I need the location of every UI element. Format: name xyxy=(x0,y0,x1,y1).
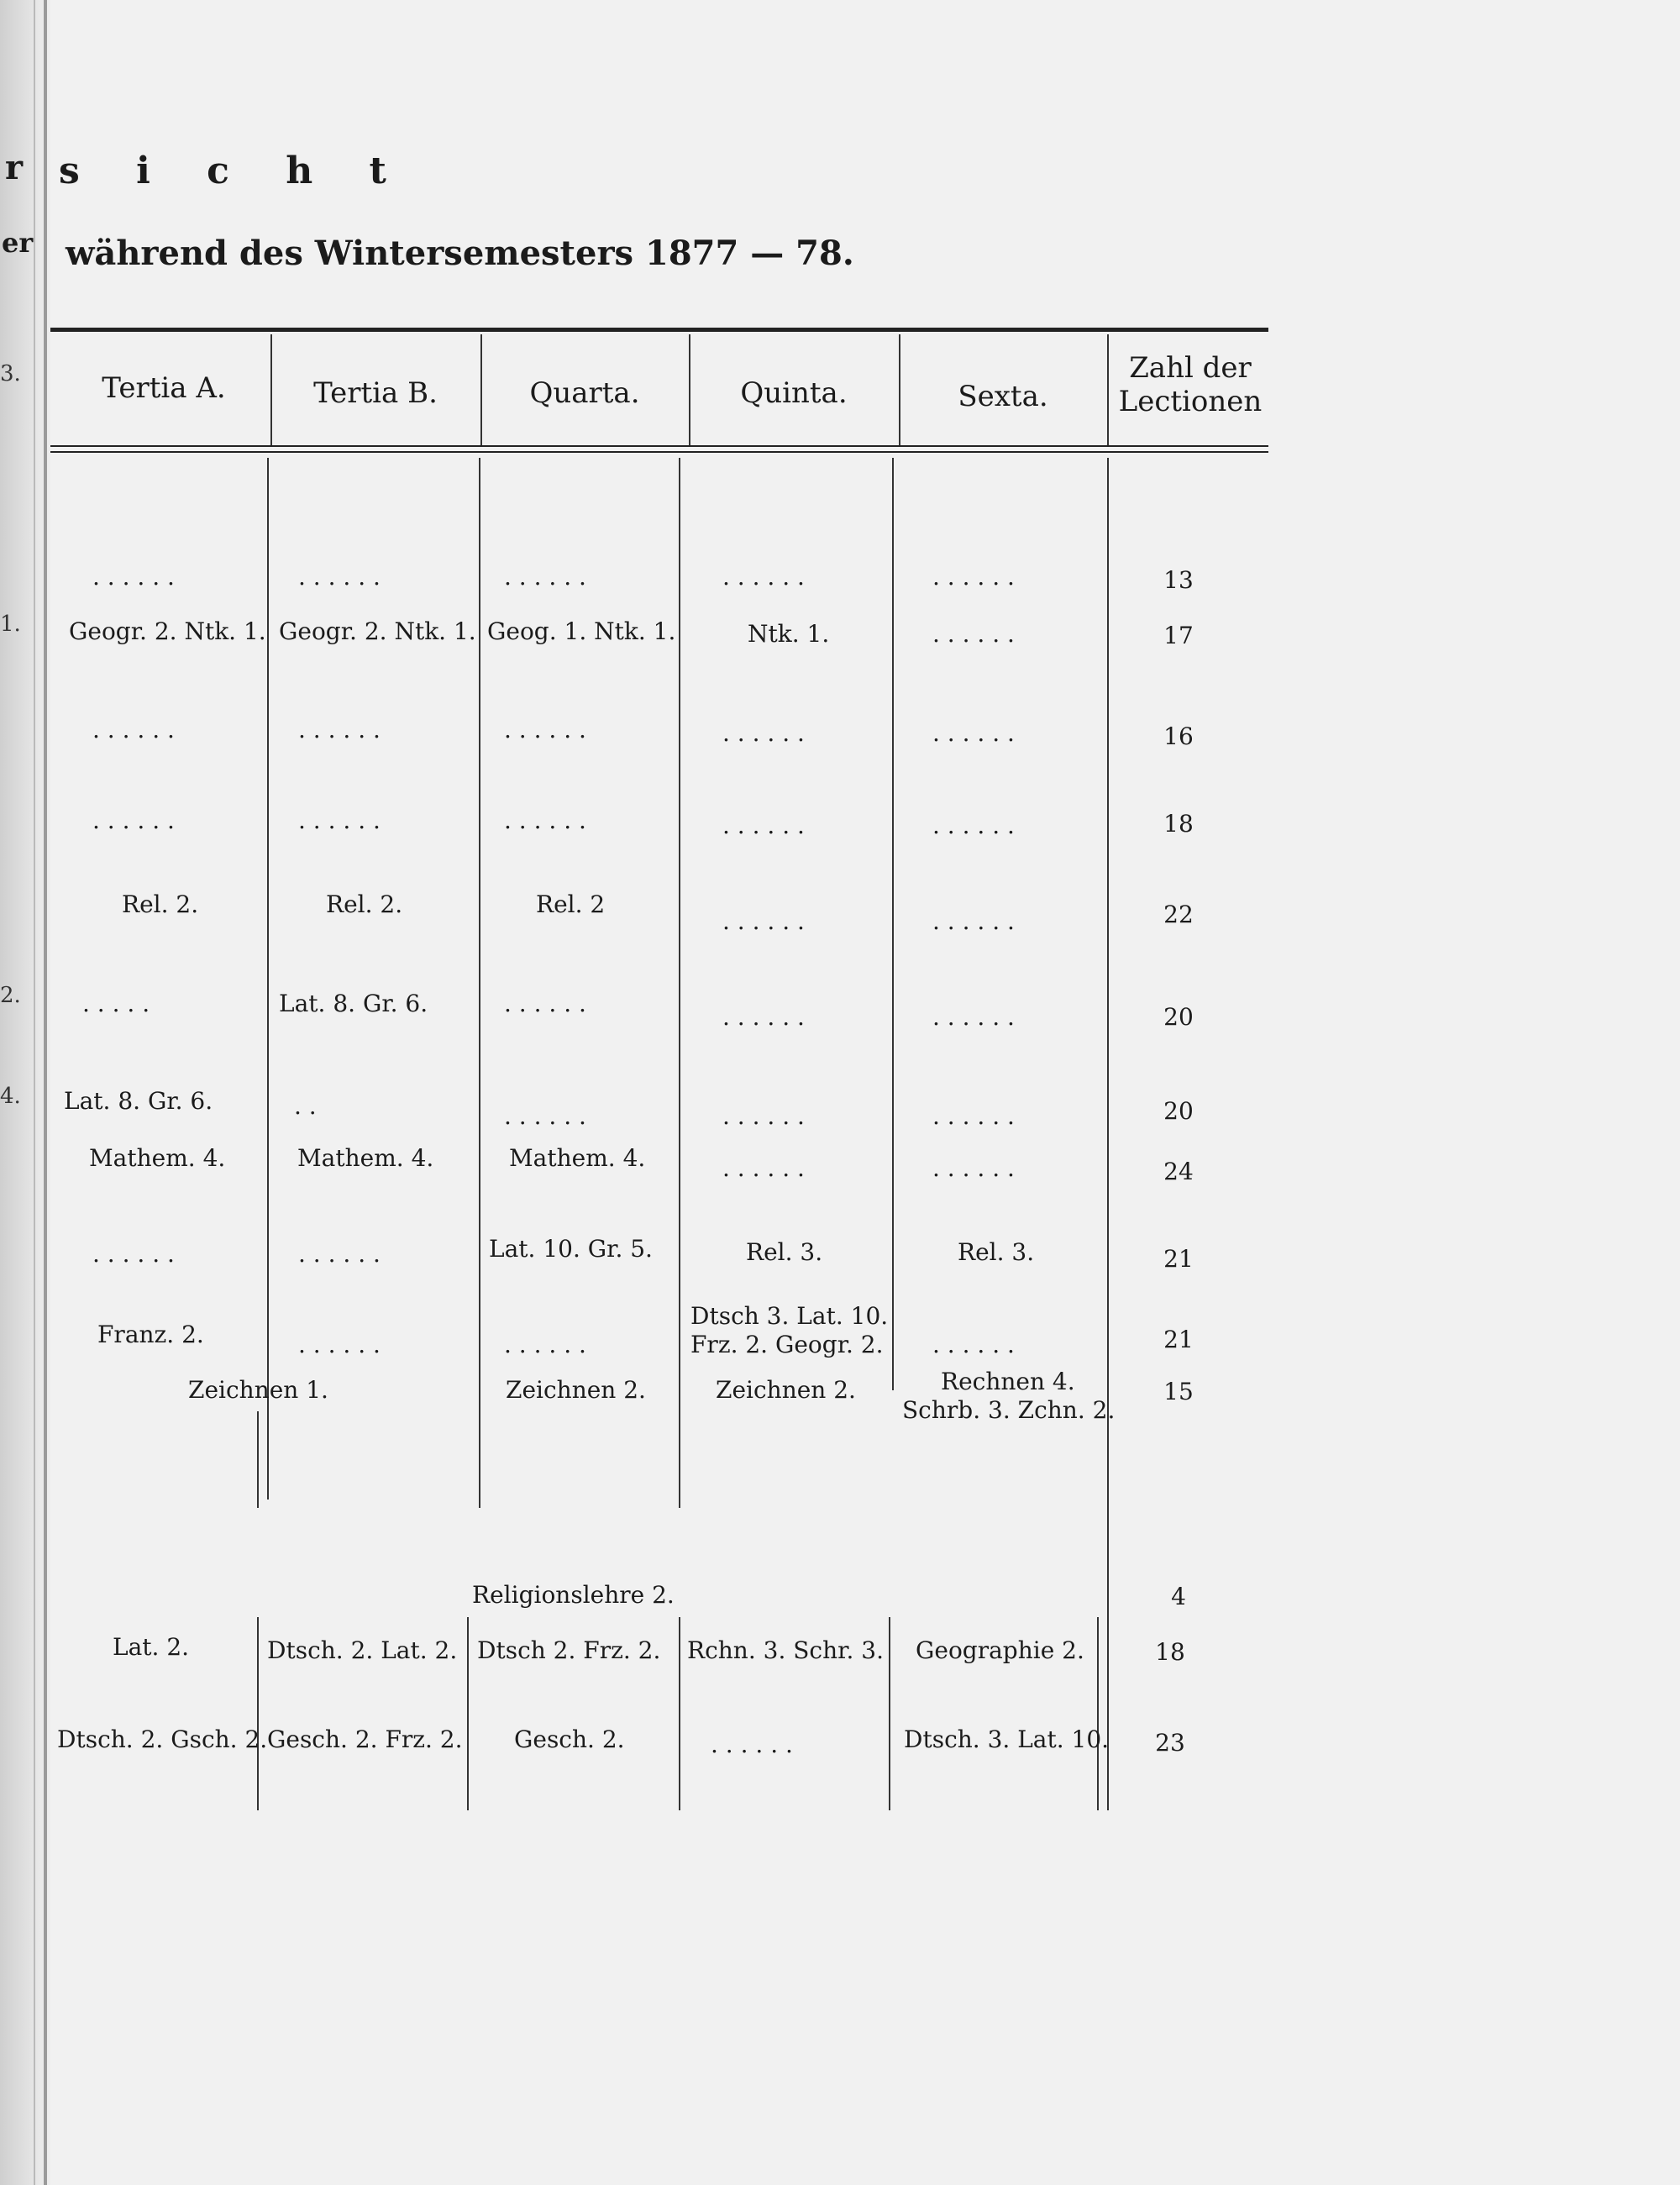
table-cell: . . . . . . xyxy=(932,1154,1015,1182)
table-cell: Mathem. 4. xyxy=(89,1144,226,1172)
table-cell: Zeichnen 2. xyxy=(716,1376,856,1404)
header-bottom-rule xyxy=(50,451,1268,453)
table-cell: Dtsch 3. Lat. 10. xyxy=(690,1302,889,1330)
table-cell: . . . . . . xyxy=(504,1102,586,1130)
table-cell: . . . . . . xyxy=(298,806,381,834)
table-cell: Lat. 8. Gr. 6. xyxy=(64,1087,213,1115)
margin-fragment: er xyxy=(2,227,34,259)
binding-edge xyxy=(44,0,47,2185)
column-divider xyxy=(679,1617,680,1810)
page-subtitle: während des Wintersemesters 1877 — 78. xyxy=(66,234,854,273)
table-cell: . . . . . . xyxy=(504,1331,586,1358)
table-cell: Rel. 2 xyxy=(536,890,606,918)
column-divider xyxy=(892,458,894,1390)
column-divider xyxy=(467,1617,469,1810)
table-cell: . . . . . . xyxy=(298,1331,381,1358)
lection-count: 13 xyxy=(1163,566,1194,594)
table-cell: . . . . . . xyxy=(504,806,586,834)
lection-count: 4 xyxy=(1171,1583,1186,1610)
column-divider xyxy=(1097,1617,1099,1810)
table-cell: . . . . . . xyxy=(298,1240,381,1268)
table-cell: . . . . . . xyxy=(722,1154,805,1182)
table-cell: Dtsch. 3. Lat. 10. xyxy=(904,1725,1110,1753)
binding-edge xyxy=(34,0,35,2185)
table-cell: . . . . . . xyxy=(92,1240,175,1268)
table-cell: . . xyxy=(294,1092,317,1120)
table-cell: Rel. 2. xyxy=(326,890,403,918)
lection-count: 24 xyxy=(1163,1158,1194,1185)
table-cell: . . . . . . xyxy=(504,990,586,1017)
header-lection-count: Zahl der Lectionen xyxy=(1118,351,1263,418)
table-cell: Rel. 2. xyxy=(122,890,199,918)
table-cell: . . . . . . xyxy=(722,719,805,747)
table-cell: . . . . . . xyxy=(932,620,1015,648)
table-cell: Lat. 2. xyxy=(113,1633,190,1661)
table-cell: . . . . . . xyxy=(92,563,175,591)
table-cell: Rel. 3. xyxy=(746,1238,823,1266)
table-cell: . . . . . . xyxy=(932,811,1015,839)
column-divider xyxy=(889,1617,890,1810)
table-cell: Geographie 2. xyxy=(916,1636,1084,1664)
table-cell: Franz. 2. xyxy=(97,1321,204,1348)
table-cell: Geogr. 2. Ntk. 1. xyxy=(279,617,476,645)
header-tertia-b: Tertia B. xyxy=(313,376,438,410)
column-divider xyxy=(257,1617,259,1810)
lection-count: 23 xyxy=(1155,1729,1185,1757)
table-cell: . . . . . . xyxy=(932,563,1015,591)
table-cell: . . . . . xyxy=(82,990,150,1017)
column-divider xyxy=(267,458,269,1500)
lection-count: 18 xyxy=(1155,1638,1185,1666)
lection-count: 18 xyxy=(1163,810,1194,838)
table-cell: . . . . . . xyxy=(92,806,175,834)
table-cell: . . . . . . xyxy=(298,563,381,591)
table-cell: . . . . . . xyxy=(722,907,805,935)
table-cell: . . . . . . xyxy=(722,1003,805,1031)
table-cell: Mathem. 4. xyxy=(509,1144,646,1172)
page-title: s i c h t xyxy=(59,150,408,192)
table-cell: Geogr. 2. Ntk. 1. xyxy=(69,617,266,645)
table-cell: Religionslehre 2. xyxy=(472,1581,675,1609)
table-cell: Rchn. 3. Schr. 3. xyxy=(687,1636,884,1664)
table-cell: Dtsch 2. Frz. 2. xyxy=(477,1636,661,1664)
table-cell: Geog. 1. Ntk. 1. xyxy=(487,617,676,645)
table-cell: Rel. 3. xyxy=(958,1238,1035,1266)
table-cell: . . . . . . xyxy=(722,563,805,591)
header-bottom-rule xyxy=(50,445,1268,447)
column-divider xyxy=(479,458,480,1508)
table-cell: . . . . . . xyxy=(932,1102,1015,1130)
table-cell: . . . . . . xyxy=(932,1003,1015,1031)
table-cell: . . . . . . xyxy=(932,1331,1015,1358)
header-quarta: Quarta. xyxy=(529,376,640,410)
table-cell: . . . . . . xyxy=(932,719,1015,747)
table-cell: Schrb. 3. Zchn. 2. xyxy=(902,1396,1116,1424)
table-cell: Lat. 8. Gr. 6. xyxy=(279,990,428,1017)
table-cell: . . . . . . xyxy=(504,716,586,743)
table-cell: Dtsch. 2. Gsch. 2. xyxy=(57,1725,268,1753)
table-cell: . . . . . . xyxy=(298,716,381,743)
lection-count: 21 xyxy=(1163,1326,1194,1353)
table-cell: . . . . . . xyxy=(722,1102,805,1130)
lection-count: 21 xyxy=(1163,1245,1194,1273)
table-cell: Mathem. 4. xyxy=(297,1144,434,1172)
table-cell: Zeichnen 2. xyxy=(506,1376,646,1404)
lection-count: 17 xyxy=(1163,622,1194,649)
lection-count: 20 xyxy=(1163,1097,1194,1125)
table-cell: . . . . . . xyxy=(504,563,586,591)
table-cell: Ntk. 1. xyxy=(748,620,830,648)
column-divider xyxy=(257,1411,259,1508)
margin-fragment: 4. xyxy=(0,1084,21,1109)
margin-fragment: 3. xyxy=(0,361,21,386)
column-divider xyxy=(1107,334,1109,445)
header-quinta: Quinta. xyxy=(740,376,848,410)
table-cell: Frz. 2. Geogr. 2. xyxy=(690,1331,884,1358)
table-cell: Gesch. 2. Frz. 2. xyxy=(267,1725,463,1753)
column-divider xyxy=(1107,458,1109,1810)
lection-count: 16 xyxy=(1163,722,1194,750)
margin-fragment: 2. xyxy=(0,983,21,1008)
lection-count: 20 xyxy=(1163,1003,1194,1031)
table-cell: Zeichnen 1. xyxy=(188,1376,328,1404)
table-cell: . . . . . . xyxy=(722,811,805,839)
table-cell: . . . . . . xyxy=(92,716,175,743)
header-sexta: Sexta. xyxy=(958,380,1048,413)
table-cell: . . . . . . xyxy=(932,907,1015,935)
margin-fragment: 1. xyxy=(0,612,21,637)
table-cell: Gesch. 2. xyxy=(514,1725,625,1753)
table-cell: Rechnen 4. xyxy=(941,1368,1075,1395)
lection-count: 22 xyxy=(1163,901,1194,928)
header-tertia-a: Tertia A. xyxy=(102,371,226,405)
lection-count: 15 xyxy=(1163,1378,1194,1405)
column-divider xyxy=(679,458,680,1508)
margin-fragment: r xyxy=(5,148,24,187)
table-top-rule xyxy=(50,328,1268,332)
table-cell: . . . . . . xyxy=(711,1731,793,1758)
table-cell: Lat. 10. Gr. 5. xyxy=(489,1235,653,1263)
table-cell: Dtsch. 2. Lat. 2. xyxy=(267,1636,458,1664)
